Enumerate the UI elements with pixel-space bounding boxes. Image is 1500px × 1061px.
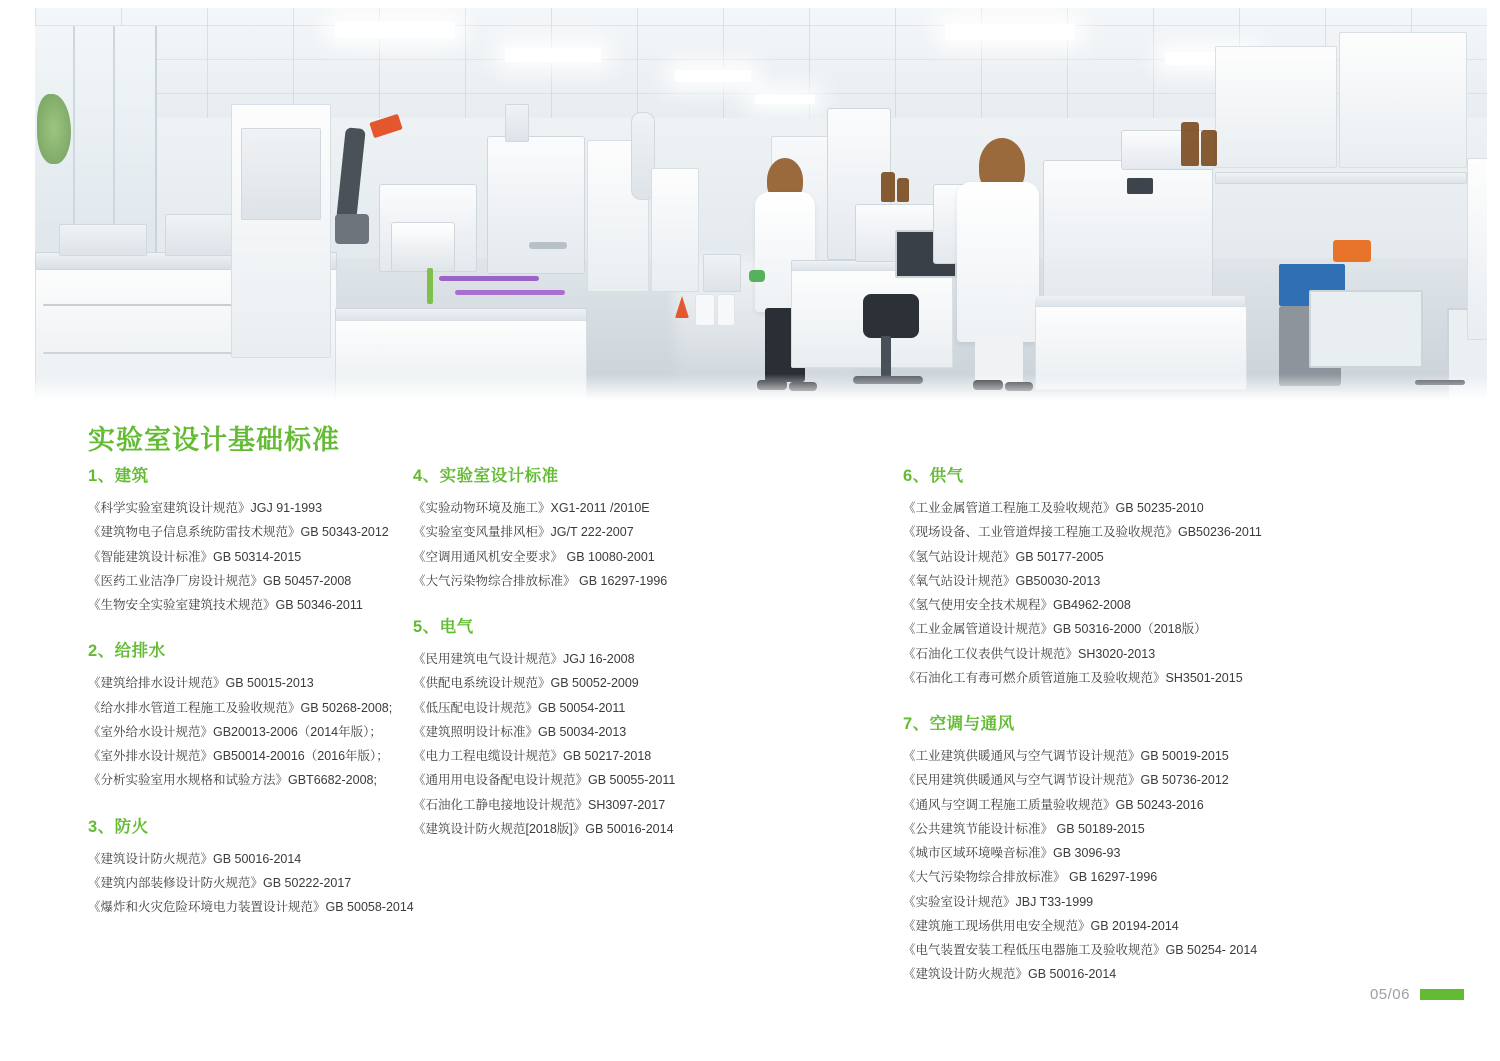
side-cabinet [1467, 158, 1487, 340]
reagent-bottle [1181, 122, 1199, 166]
page-title: 实验室设计基础标准 [88, 425, 340, 455]
standard-item: 《医药工业洁净厂房设计规范》GB 50457-2008 [88, 573, 352, 588]
ceiling-light [945, 24, 1075, 40]
flask [717, 294, 735, 326]
standard-item: 《建筑照明设计标准》GB 50034-2013 [413, 724, 627, 739]
section-fire-protection [88, 813, 413, 918]
section-title: 1、建筑 [88, 467, 149, 485]
section-title: 3、防火 [88, 817, 149, 836]
standard-item: 《室外排水设计规范》GB50014-20016（2016年版）； [88, 749, 389, 763]
standard-item: 《分析实验室用水规格和试验方法》GBT6682-2008; [88, 773, 377, 788]
section-lab-design-standard [413, 462, 903, 591]
lab-coat [957, 182, 1039, 342]
wall-cabinet [651, 168, 699, 292]
ceiling-light [755, 94, 815, 104]
analyzer-unit [391, 222, 455, 272]
flask [695, 294, 715, 326]
page-number: 05/06 [1369, 986, 1410, 1003]
page-footer [1370, 986, 1464, 1003]
standard-item: 《供配电系统设计规范》GB 50052-2009 [413, 676, 639, 691]
monitor [1309, 290, 1423, 368]
analyzer-display [1127, 178, 1153, 194]
standard-item: 《民用建筑供暖通风与空气调节设计规范》GB 50736-2012 [903, 773, 1229, 788]
standard-item: 《实验室设计规范》JBJ T33-1999 [903, 894, 1094, 909]
section-gas-supply [903, 462, 1428, 688]
standard-item: 《通风与空调工程施工质量验收规范》GB 50243-2016 [903, 797, 1204, 812]
standard-item: 《氢气使用安全技术规程》GB4962-2008 [903, 598, 1131, 612]
standards-columns [88, 462, 1428, 1007]
standard-item: 《科学实验室建筑设计规范》JGJ 91-1993 [88, 501, 323, 515]
standard-item: 《民用建筑电气设计规范》JGJ 16-2008 [413, 652, 635, 666]
section-hvac [903, 710, 1428, 985]
image-fade [35, 374, 1487, 400]
laboratory-scene [35, 8, 1487, 400]
standard-item: 《给水排水管道工程施工及验收规范》GB 50268-2008; [88, 700, 393, 715]
standard-item: 《爆炸和火灾危险环境电力装置设计规范》GB 50058-2014 [88, 900, 414, 914]
standard-item: 《建筑施工现场供用电安全规范》GB 20194-2014 [903, 918, 1179, 933]
section-title: 6、供气 [903, 467, 964, 485]
standard-item: 《实验动物环境及施工》XG1-2011 /2010E [413, 501, 650, 515]
standard-item: 《建筑物电子信息系统防雷技术规范》GB 50343-2012 [88, 525, 389, 540]
standard-item: 《建筑设计防火规范》GB 50016-2014 [88, 851, 302, 866]
sink-fixture [529, 242, 567, 249]
ceiling-light [675, 70, 751, 82]
standard-item: 《电气装置安装工程低压电器施工及验收规范》GB 50254- 2014 [903, 943, 1258, 957]
ceiling-light [335, 22, 455, 38]
column-right [903, 462, 1428, 1007]
robot-arm-base [335, 214, 369, 244]
standard-item: 《生物安全实验室建筑技术规范》GB 50346-2011 [88, 598, 363, 612]
tube-purple [439, 276, 539, 281]
standard-item: 《低压配电设计规范》GB 50054-2011 [413, 700, 626, 715]
standard-item: 《室外给水设计规范》GB20013-2006（2014年版）； [88, 724, 382, 739]
section-title: 5、电气 [413, 618, 474, 636]
chair [863, 294, 919, 338]
reagent-bottle [881, 172, 895, 202]
standard-item: 《通用用电设备配电设计规范》GB 50055-2011 [413, 773, 676, 788]
standard-item: 《氢气站设计规范》GB 50177-2005 [903, 549, 1104, 564]
storage-box [59, 224, 147, 256]
standard-item: 《智能建筑设计标准》GB 50314-2015 [88, 549, 302, 564]
hero-laboratory-image [35, 8, 1487, 400]
standard-item: 《空调用通风机安全要求》 GB 10080-2001 [413, 549, 655, 564]
footer-accent-bar [1420, 989, 1464, 1000]
reagent-bottle [897, 178, 909, 202]
standard-item: 《大气污染物综合排放标准》 GB 16297-1996 [413, 573, 668, 588]
standard-item: 《工业金属管道设计规范》GB 50316-2000（2018版） [903, 622, 1207, 637]
standard-item: 《实验室变风量排风柜》JG/T 222-2007 [413, 525, 634, 540]
section-title: 2、给排水 [88, 642, 166, 661]
standard-item: 《石油化工有毒可燃介质管道施工及验收规范》SH3501-2015 [903, 670, 1243, 685]
standard-item: 《大气污染物综合排放标准》 GB 16297-1996 [903, 870, 1158, 885]
standard-item: 《工业金属管道工程施工及验收规范》GB 50235-2010 [903, 501, 1204, 515]
fume-hood [487, 136, 585, 274]
cabinet-shelf [1215, 172, 1467, 184]
column-left [88, 462, 413, 1007]
equipment-orange [1333, 240, 1371, 262]
tube-purple [455, 290, 565, 295]
equipment-panel [241, 128, 321, 220]
standard-item: 《石油化工仪表供气设计规范》SH3020-2013 [903, 646, 1156, 661]
standard-item: 《建筑内部装修设计防火规范》GB 50222-2017 [88, 875, 352, 890]
section-water-supply-drainage [88, 637, 413, 790]
content-area [0, 400, 1500, 1061]
reagent-bottle [1201, 130, 1217, 166]
glove [749, 270, 765, 282]
wall-cabinet [1215, 46, 1337, 168]
standard-item: 《工业建筑供暖通风与空气调节设计规范》GB 50019-2015 [903, 749, 1229, 763]
section-title: 7、空调与通风 [903, 715, 1015, 733]
vent-grille [703, 254, 741, 292]
standard-item: 《石油化工静电接地设计规范》SH3097-2017 [413, 797, 666, 812]
standard-item: 《氧气站设计规范》GB50030-2013 [903, 573, 1101, 588]
standard-item: 《公共建筑节能设计标准》 GB 50189-2015 [903, 821, 1145, 836]
storage-box [165, 214, 237, 256]
section-architecture [88, 462, 413, 615]
standard-item: 《电力工程电缆设计规范》GB 50217-2018 [413, 749, 652, 763]
standard-item: 《城市区域环境噪音标准》GB 3096-93 [903, 846, 1121, 860]
ceiling-light [505, 48, 601, 62]
wall-cabinet [1339, 32, 1467, 168]
section-electrical [413, 613, 903, 839]
tube-green [427, 268, 433, 304]
duct [505, 104, 529, 142]
section-title: 4、实验室设计标准 [413, 467, 559, 485]
column-middle [413, 462, 903, 1007]
standard-item: 《现场设备、工业管道焊接工程施工及验收规范》GB50236-2011 [903, 525, 1262, 540]
scientist-right [953, 138, 1045, 394]
standard-item: 《建筑给排水设计规范》GB 50015-2013 [88, 676, 314, 691]
standard-item: 《建筑设计防火规范[2018版]》GB 50016-2014 [413, 821, 674, 836]
standard-item: 《建筑设计防火规范》GB 50016-2014 [903, 967, 1117, 982]
